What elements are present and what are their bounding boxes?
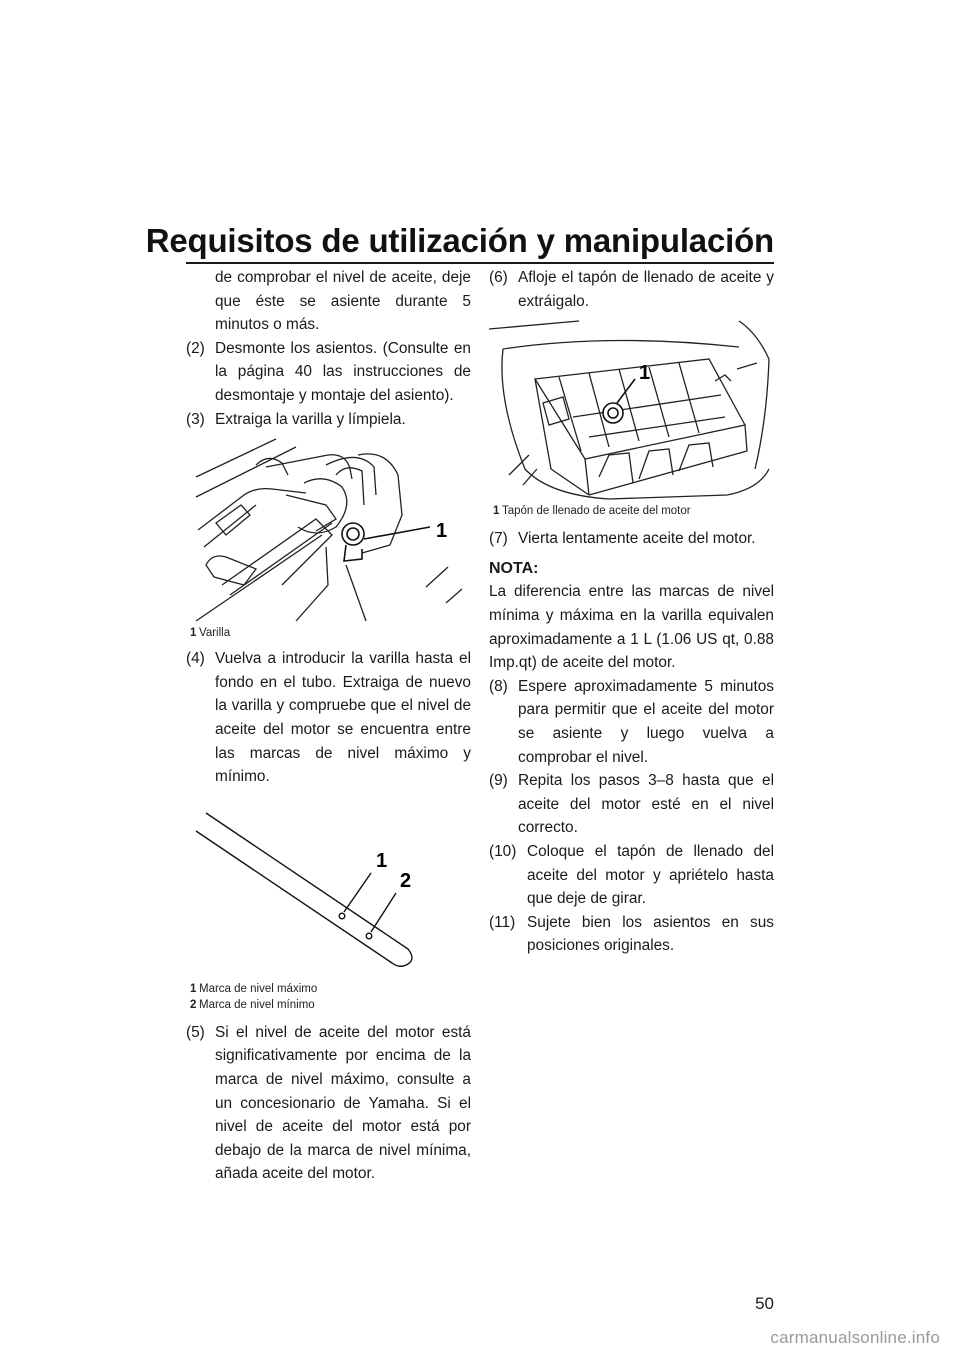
step-number: (2)	[186, 339, 205, 357]
step-number: (5)	[186, 1023, 205, 1041]
step-7	[489, 527, 774, 551]
step-6	[489, 266, 774, 313]
step-5	[186, 1021, 471, 1186]
nota-title: NOTA:	[489, 559, 539, 577]
step-2	[186, 337, 471, 408]
step-text: Afloje el tapón de llenado de aceite y extráigalo.	[518, 269, 774, 310]
right-column	[489, 266, 774, 958]
dipstick-marks-figure	[186, 801, 471, 1013]
figure-callout-1: 1	[639, 362, 651, 385]
figure-caption: 2 Marca de nivel mínimo	[190, 998, 315, 1011]
figure-caption: 1 Tapón de llenado de aceite del motor	[493, 505, 691, 518]
intro-paragraph: de comprobar el nivel de aceite, deje que éste se asiente durante 5 minutos o más.	[215, 269, 471, 334]
figure-callout-1: 1	[376, 849, 388, 872]
step-4	[186, 647, 471, 789]
figure-callout-2: 2	[400, 869, 412, 892]
step-text: Si el nivel de aceite del motor está significativamente por encima de la marca de nivel máximo, consulte a un concesionario de Yamaha. Si el nivel de aceite del motor está por debajo de la marca de nivel mínima, añada aceite del motor.	[215, 1023, 471, 1183]
step-text: Desmonte los asientos. (Consulte en la página 40 las instrucciones de desmontaje y montaje del asiento).	[215, 339, 471, 404]
figure-caption: 1 Marca de nivel máximo	[190, 982, 318, 995]
step-text: Coloque el tapón de llenado del aceite del motor y apriételo hasta que deje de girar.	[527, 842, 774, 908]
dipstick-location-illustration	[186, 435, 471, 625]
figure-caption: 1 Varilla	[190, 627, 231, 640]
title-rule	[186, 262, 774, 264]
step-text: Vuelva a introducir la varilla hasta el fondo en el tubo. Extraiga de nuevo la varilla y compruebe que el nivel de aceite del motor se encuentra entre las marcas de nivel máximo y mínimo.	[215, 650, 471, 786]
step-number: (4)	[186, 650, 205, 668]
step-8	[489, 675, 774, 769]
nota-text: La diferencia entre las marcas de nivel mínima y máxima en la varilla equivalen aproximadamente a 1 L (1.06 US qt, 0.88 Imp.qt) de aceite del motor.	[489, 583, 774, 672]
step-text: Repita los pasos 3–8 hasta que el aceite del motor esté en el nivel correcto.	[518, 772, 774, 837]
step-9	[489, 769, 774, 840]
step-text: Sujete bien los asientos en sus posiciones originales.	[527, 913, 774, 955]
step-number: (11)	[489, 913, 516, 931]
left-column	[186, 266, 471, 1186]
figure-callout-1: 1	[436, 520, 448, 543]
dipstick-marks-illustration	[186, 801, 471, 981]
step-3	[186, 408, 471, 432]
page-title: Requisitos de utilización y manipulación	[145, 222, 774, 259]
step-number: (9)	[489, 772, 508, 790]
step-text: Espere aproximadamente 5 minutos para permitir que el aceite del motor se asiente y luego vuelva a comprobar el nivel.	[518, 677, 774, 766]
watermark: carmanualsonline.info	[770, 1328, 940, 1347]
step-11	[489, 911, 774, 958]
step-number: (7)	[489, 530, 508, 548]
oil-filler-cap-illustration	[489, 319, 774, 503]
step-number: (6)	[489, 269, 508, 286]
step-number: (8)	[489, 677, 508, 695]
step-text: Vierta lentamente aceite del motor.	[518, 530, 756, 548]
dipstick-location-figure	[186, 435, 471, 641]
step-number: (10)	[489, 842, 517, 860]
page-number: 50	[755, 1294, 774, 1313]
step-text: Extraiga la varilla y límpiela.	[215, 410, 406, 428]
step-number: (3)	[186, 410, 205, 428]
step-10	[489, 840, 774, 911]
oil-filler-cap-figure	[489, 319, 774, 519]
